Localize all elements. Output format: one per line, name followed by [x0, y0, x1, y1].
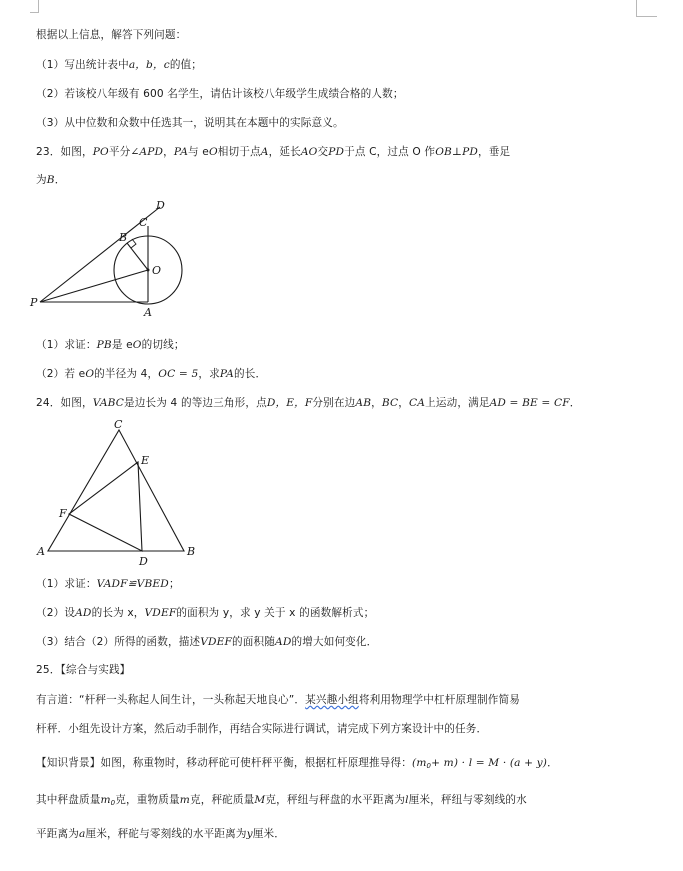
q25-knowledge-line: 【知识背景】如图，称重物时，移动秤砣可使杆秤平衡，根据杠杆原理推导得：$(m_0+ m) \cdot l = M \cdot (a + y)$． [36, 757, 558, 770]
q24-part3: （3）结合（2）所得的函数，描述VDEF的面积随AD的增大如何变化． [36, 636, 378, 648]
label-b: B [187, 545, 196, 558]
line-ob [127, 243, 148, 270]
q25-definitions-line2: 平距离为a厘米，秤砣与零刻线的水平距离为y厘米． [36, 828, 285, 840]
label-o: O [152, 264, 162, 277]
label-c: C [139, 216, 148, 229]
q23-figure [28, 196, 198, 321]
q22-intro: 根据以上信息，解答下列问题： [36, 29, 187, 41]
triangle-abc [48, 430, 184, 551]
label-a: A [144, 306, 152, 319]
label-f: F [59, 507, 67, 520]
q25-para-line2: 杆秤．小组先设计方案，然后动手制作，再结合实际进行调试，请完成下列方案设计中的任务． [36, 723, 488, 735]
q23-part1: （1）求证：PB是 eO的切线； [36, 339, 185, 351]
label-d: D [139, 555, 148, 568]
label-d: D [156, 199, 165, 212]
q24-figure [34, 417, 209, 569]
q22-part3: （3）从中位数和众数中任选其一，说明其在本题中的实际意义。 [36, 117, 344, 129]
label-b: B [119, 231, 128, 244]
label-c: C [114, 418, 123, 431]
q22-part1: （1）写出统计表中a，b，c的值； [36, 59, 203, 71]
label-p: P [30, 296, 38, 309]
q23-part2: （2）若 eO的半径为 4，OC = 5，求PA的长． [36, 368, 267, 380]
q24-stem: 24．如图，VABC是边长为 4 的等边三角形，点D，E，F分别在边AB，BC，CA上运动，满足AD = BE = CF． [36, 397, 581, 409]
triangle-def [69, 462, 142, 551]
q25-para-line1: 有言道：“杆秤一头称起人间生计，一头称起天地良心”．某兴趣小组将利用物理学中杠杆原理制作简易 [36, 694, 520, 706]
point-o [147, 269, 150, 272]
q24-part1: （1）求证：VADF≌VBED； [36, 578, 180, 590]
label-e: E [141, 454, 150, 467]
q25-heading: 25．【综合与实践】 [36, 664, 131, 676]
line-po [40, 270, 148, 302]
q22-part2: （2）若该校八年级有 600 名学生，请估计该校八年级学生成绩合格的人数； [36, 88, 404, 100]
q25-definitions-line1: 其中秤盘质量$m_0$克，重物质量m克，秤砣质量M克，秤纽与秤盘的水平距离为l厘米，秤纽与零刻线的水 [36, 794, 527, 807]
label-a: A [37, 545, 45, 558]
q23-stem-line2: 为B． [36, 174, 66, 186]
q24-part2: （2）设AD的长为 x，VDEF的面积为 y，求 y 关于 x 的函数解析式； [36, 607, 375, 619]
page-corner-mark-left [30, 0, 39, 13]
page-corner-mark-right [636, 0, 657, 17]
q23-stem-line1: 23．如图，PO平分∠APD，PA与 eO相切于点A，延长AO交PD于点 C，过点 O 作OB⊥PD，垂足 [36, 146, 511, 158]
